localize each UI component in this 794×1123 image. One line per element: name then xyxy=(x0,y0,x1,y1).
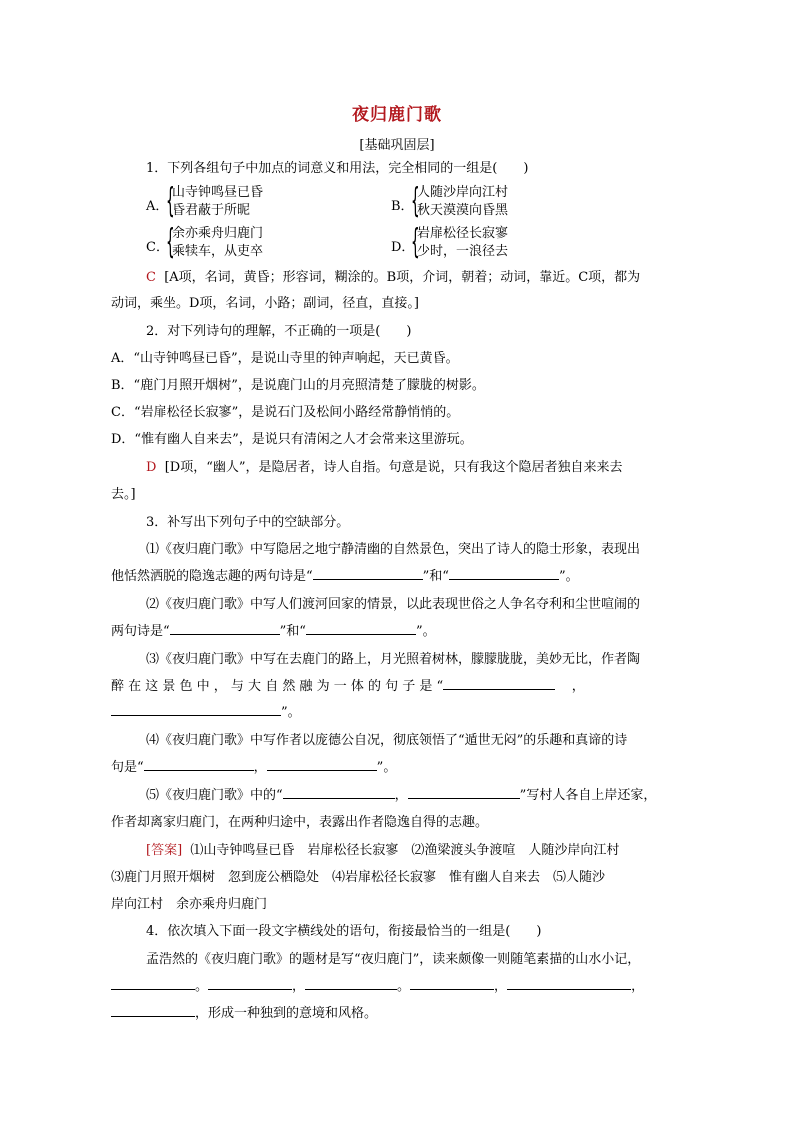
q2-explain-line1: [D项，“幽人”，是隐居者，诗人自指。句意是说，只有我这个隐居者独自来来去 xyxy=(164,460,623,475)
fill-blank[interactable] xyxy=(208,977,292,990)
q2-answer-letter: D xyxy=(146,460,157,475)
option-line-1: 人随沙岸向江村 xyxy=(417,185,509,200)
fill-blank[interactable] xyxy=(305,977,397,990)
q1-explain-line2: 动词，乘坐。D项，名词，小路；副词，径直，直接。] xyxy=(111,296,419,311)
q3-item1-line2: 他恬然洒脱的隐逸志趣的两句诗是“ ”和“ ”。 xyxy=(111,569,579,584)
q2-option-b: B．“鹿门月照开烟树”，是说鹿门山的月亮照清楚了朦胧的树影。 xyxy=(111,378,485,393)
q2-option-a: A．“山寺钟鸣昼已昏”，是说山寺里的钟声响起，天已黄昏。 xyxy=(111,351,459,366)
page-title: 夜归鹿门歌 xyxy=(352,105,442,125)
answer-tag: [答案] xyxy=(146,843,183,858)
q3-item3-line1: ⑶《夜归鹿门歌》中写在去鹿门的路上，月光照着树林，朦朦胧胧，美妙无比，作者陶 xyxy=(146,652,641,667)
q3-item2-line1: ⑵《夜归鹿门歌》中写人们渡河回家的情景，以此表现世俗之人争名夺利和尘世喧闹的 xyxy=(146,597,641,612)
q1-answer-letter: C xyxy=(146,270,156,285)
option-line-2: 乘犊车，从吏卒 xyxy=(172,244,264,259)
fill-blank[interactable] xyxy=(313,567,423,580)
q4-paragraph-line2: 。 ， 。 ， ， xyxy=(111,977,687,997)
fill-blank[interactable] xyxy=(306,622,416,635)
option-line-1: 余亦乘舟归鹿门 xyxy=(172,226,264,241)
q2-option-d: D．“惟有幽人自来去”，是说只有清闲之人才会常来这里游玩。 xyxy=(111,432,473,447)
fill-blank[interactable] xyxy=(283,786,395,799)
q1-stem: 1．下列各组句子中加点的词意义和用法，完全相同的一组是( ) xyxy=(146,161,529,176)
q2-stem: 2．对下列诗句的理解，不正确的一项是( ) xyxy=(146,324,412,339)
q3-item5-line1: ⑸《夜归鹿门歌》中的“ ， ”写村人各自上岸还家， xyxy=(146,788,657,803)
q3-item3-line2: 醉 在 这 景 色 中 ， 与 大 自 然 融 为 一 体 的 句 子 是 “ ， xyxy=(111,679,585,694)
fill-blank[interactable] xyxy=(144,758,254,771)
q3-item3-line3: ”。 xyxy=(111,703,687,723)
q3-answer-line3: 岸向江村 余亦乘舟归鹿门 xyxy=(111,897,268,912)
q1-explanation xyxy=(146,268,687,288)
q3-item1-line1: ⑴《夜归鹿门歌》中写隐居之地宁静清幽的自然景色，突出了诗人的隐士形象，表现出 xyxy=(146,542,641,557)
q3-item2-line2: 两句诗是“ ”和“ ”。 xyxy=(111,624,436,639)
q3-item4-line2: 句是“ ， ”。 xyxy=(111,760,397,775)
fill-blank[interactable] xyxy=(111,1004,195,1017)
q4-paragraph-line3: ，形成一种独到的意境和风格。 xyxy=(111,1004,687,1024)
left-brace-icon: { xyxy=(411,181,420,221)
left-brace-icon: { xyxy=(411,222,420,262)
left-brace-icon: { xyxy=(166,222,175,262)
q2-explain-line2: 去。] xyxy=(111,487,136,502)
q4-paragraph-line1: 孟浩然的《夜归鹿门歌》的题材是写“夜归鹿门”，读来颇像一则随笔素描的山水小记， xyxy=(146,952,641,967)
fill-blank[interactable] xyxy=(408,786,520,799)
fill-blank[interactable] xyxy=(410,977,494,990)
option-label: B． xyxy=(391,199,414,214)
q3-answer-line2: ⑶鹿门月照开烟树 忽到庞公栖隐处 ⑷岩扉松径长寂寥 惟有幽人自来去 ⑸人随沙 xyxy=(111,870,606,885)
fill-blank[interactable] xyxy=(170,622,280,635)
option-label: D． xyxy=(391,240,415,255)
option-label: C． xyxy=(146,240,169,255)
q4-stem: 4．依次填入下面一段文字横线处的语句，衔接最恰当的一组是( ) xyxy=(146,924,542,939)
fill-blank[interactable] xyxy=(111,977,195,990)
section-heading: [基础巩固层] xyxy=(359,138,435,153)
fill-blank[interactable] xyxy=(507,977,631,990)
q3-item5-line2: 作者却离家归鹿门，在两种归途中，表露出作者隐逸自得的志趣。 xyxy=(111,815,489,830)
option-line-1: 岩扉松径长寂寥 xyxy=(417,226,509,241)
q3-answer-line1: [答案] ⑴山寺钟鸣昼已昏 岩扉松径长寂寥 ⑵渔梁渡头争渡喧 人随沙岸向江村 xyxy=(146,843,620,858)
q3-item4-line1: ⑷《夜归鹿门歌》中写作者以庞德公自况，彻底领悟了“遁世无闷”的乐趣和真谛的诗 xyxy=(146,733,628,748)
fill-blank[interactable] xyxy=(443,677,555,690)
q2-explanation xyxy=(146,458,687,478)
option-line-2: 秋天漠漠向昏黑 xyxy=(417,203,509,218)
left-brace-icon: { xyxy=(166,181,175,221)
fill-blank[interactable] xyxy=(111,703,281,716)
q3-stem: 3．补写出下列句子中的空缺部分。 xyxy=(146,515,350,530)
q2-option-c: C．“岩扉松径长寂寥”，是说石门及松间小路经常静悄悄的。 xyxy=(111,405,460,420)
fill-blank[interactable] xyxy=(449,567,559,580)
option-label: A． xyxy=(146,199,169,214)
q1-explain-line1: [A项，名词，黄昏；形容词，糊涂的。B项，介词，朝着；动词，靠近。C项，都为 xyxy=(164,270,641,285)
fill-blank[interactable] xyxy=(267,758,377,771)
option-line-2: 昏君蔽于所昵 xyxy=(172,203,251,218)
option-line-1: 山寺钟鸣昼已昏 xyxy=(172,185,264,200)
option-line-2: 少时，一浪径去 xyxy=(417,244,509,259)
